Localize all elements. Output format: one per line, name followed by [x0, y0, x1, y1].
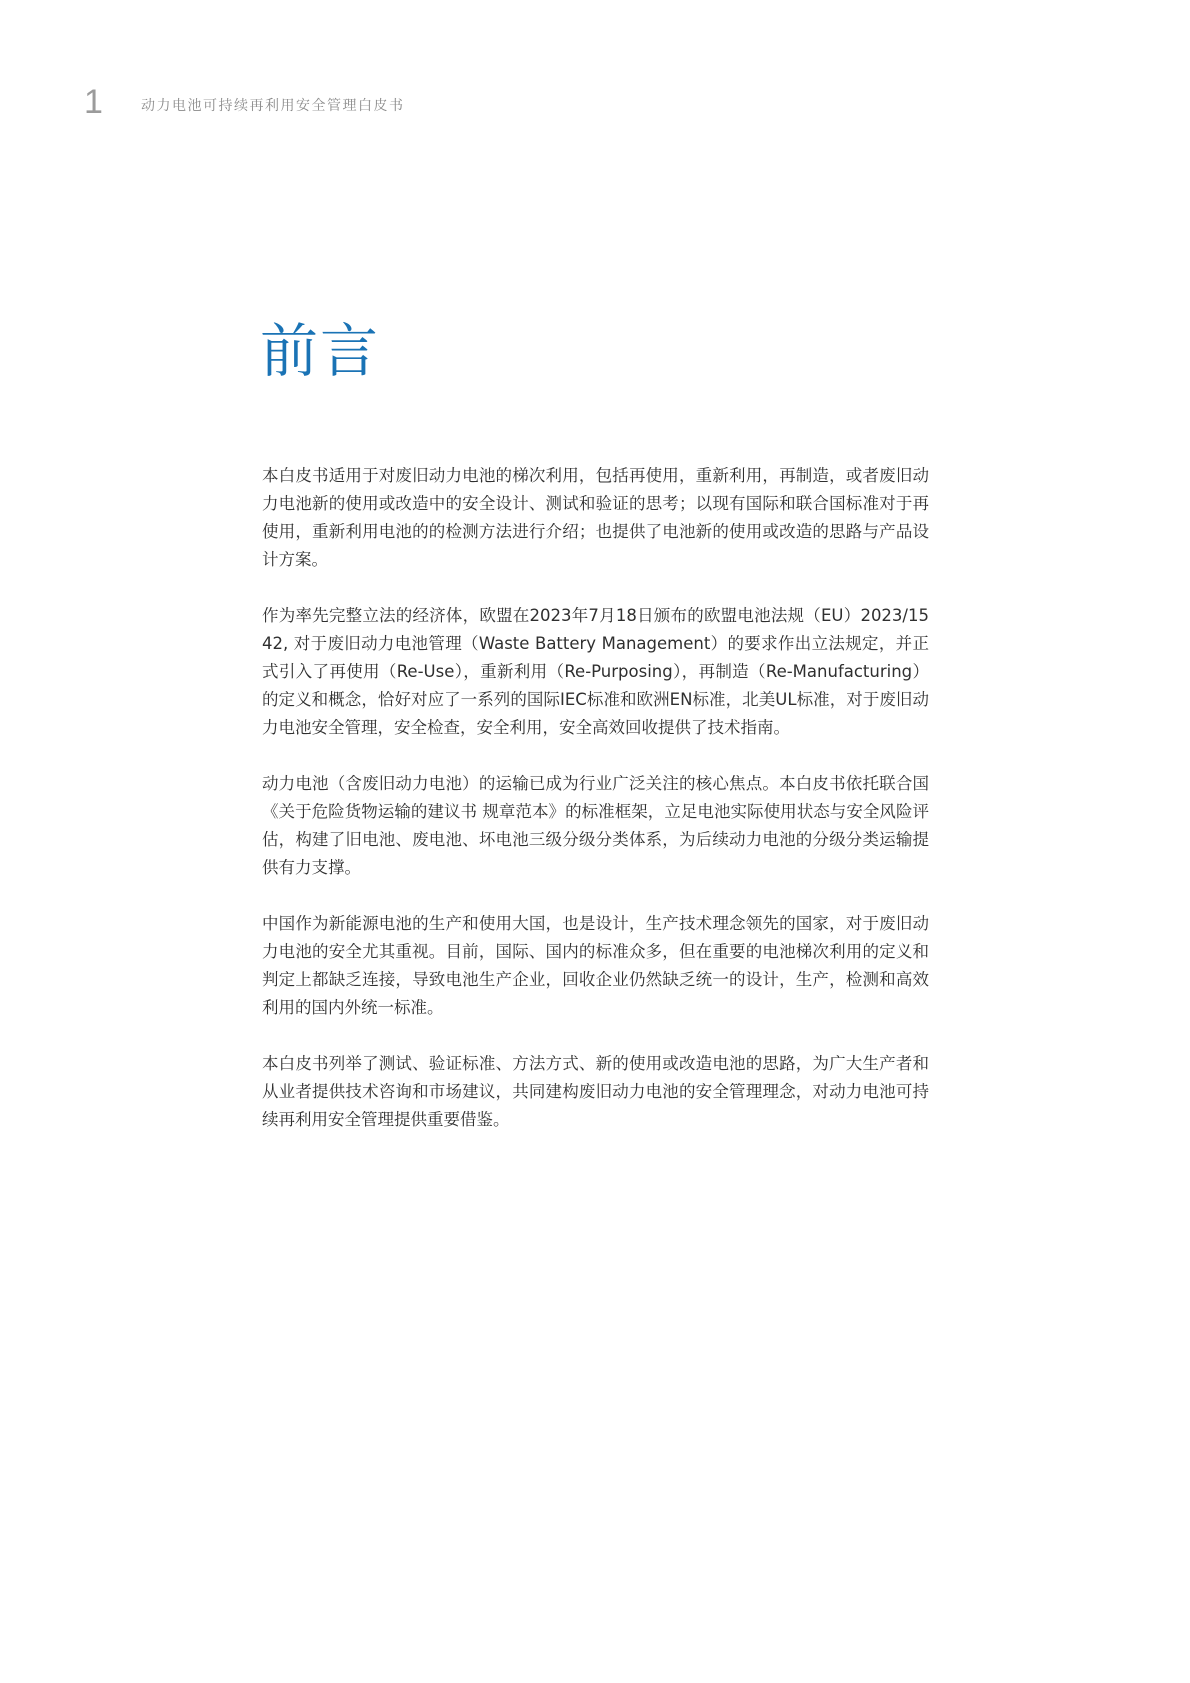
body-text: [262, 462, 929, 1162]
paragraph-scope: 本白皮书适用于对废旧动力电池的梯次利用，包括再使用，重新利用，再制造，或者废旧动力电池新的使用或改造中的安全设计、测试和验证的思考；以现有国际和联合国标准对于再使用，重新利用电池的的检测方法进行介绍；也提供了电池新的使用或改造的思路与产品设计方案。: [262, 466, 929, 569]
paragraph-summary: 本白皮书列举了测试、验证标准、方法方式、新的使用或改造电池的思路，为广大生产者和从业者提供技术咨询和市场建议，共同建构废旧动力电池的安全管理理念，对动力电池可持续再利用安全管理提供重要借鉴。: [262, 1054, 929, 1129]
page-header: [84, 82, 1106, 122]
running-title: 动力电池可持续再利用安全管理白皮书: [141, 98, 405, 114]
page-number: 1: [84, 83, 103, 121]
paragraph-china: 中国作为新能源电池的生产和使用大国，也是设计，生产技术理念领先的国家，对于废旧动力电池的安全尤其重视。目前，国际、国内的标准众多，但在重要的电池梯次利用的定义和判定上都缺乏连接，导致电池生产企业，回收企业仍然缺乏统一的设计，生产，检测和高效利用的国内外统一标准。: [262, 914, 929, 1017]
section-title: 前言: [260, 317, 381, 385]
paragraph-eu-regulation: 作为率先完整立法的经济体，欧盟在2023年7月18日颁布的欧盟电池法规（EU）2023/1542, 对于废旧动力电池管理（Waste Battery Management）的要求作出立法规定，并正式引入了再使用（Re-Use），重新利用（Re-Purposing），再制造（Re-Manufacturing）的定义和概念，恰好对应了一系列的国际IEC标准和欧洲EN标准，北美UL标准，对于废旧动力电池安全管理，安全检查，安全利用，安全高效回收提供了技术指南。: [262, 606, 929, 737]
paragraph-transport: 动力电池（含废旧动力电池）的运输已成为行业广泛关注的核心焦点。本白皮书依托联合国《关于危险货物运输的建议书 规章范本》的标准框架，立足电池实际使用状态与安全风险评估，构建了旧电池、废电池、坏电池三级分级分类体系，为后续动力电池的分级分类运输提供有力支撑。: [262, 774, 929, 877]
